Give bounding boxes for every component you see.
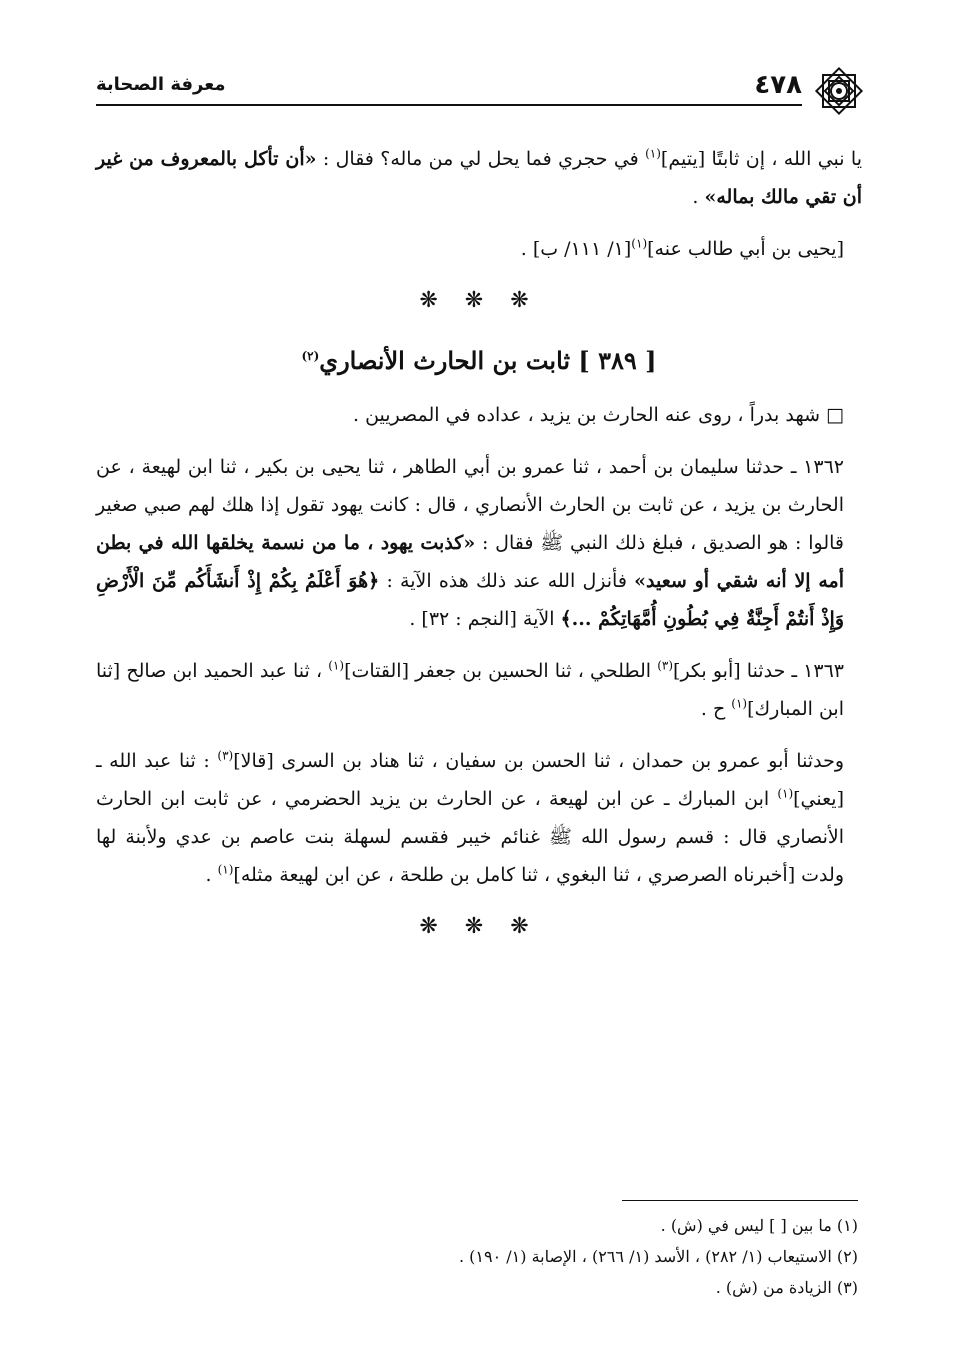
footnote-2: (٢) الاستيعاب (١/ ٢٨٢) ، الأسد (١/ ٢٦٦) ، الإصابة (١/ ١٩٠) .: [458, 1247, 858, 1266]
header-rule: [96, 104, 802, 106]
paragraph-5: ١٣٦٣ ـ حدثنا [أبو بكر]$^{(٣)}$ الطلحي ، ثنا الحسين بن جعفر [القتات]$^{(١)}$ ، ثنا عبد الحميد ابن صالح [ثنا ابن المبارك]$^{(١)}$ ح .: [96, 658, 844, 720]
page-body: [96, 140, 862, 968]
paragraph-3: □ شهد بدراً ، روى عنه الحارث بن يزيد ، عداده في المصريين .: [352, 404, 844, 426]
footnote-ref: (١): [645, 146, 661, 161]
footnote-ref: (١): [777, 786, 794, 801]
ornament-star-icon: [812, 64, 866, 118]
footnote-ref: (٢): [301, 349, 320, 363]
hadith-text: «أن تأكل بالمعروف من غير أن تقي مالك بماله»: [96, 148, 862, 208]
book-title: معرفة الصحابة: [96, 74, 226, 95]
footnote-3: (٣) الزيادة من (ش) .: [715, 1278, 858, 1297]
footnotes: [96, 1210, 858, 1303]
section-divider: ❋ ❋ ❋: [419, 288, 539, 313]
footnote-ref: (٣): [657, 658, 674, 673]
quran-verse: ﴿هُوَ أَعْلَمُ بِكُمْ إِذْ أَنشَأَكُم مِّنَ الْأَرْضِ وَإِذْ أَنتُمْ أَجِنَّةٌ فِي بُطُونِ أُمَّهَاتِكُمْ ...﴾: [96, 570, 844, 630]
paragraph-2: [يحيى بن أبي طالب عنه]$^{(١)}$[١/ ١١١/ ب] .: [520, 236, 844, 260]
page-number: ٤٧٨: [754, 70, 802, 100]
entry-title: [ ٣٨٩ ] ثابت بن الحارث الأنصاري$^{(٢)}$: [301, 346, 657, 375]
paragraph-4: ١٣٦٢ ـ حدثنا سليمان بن أحمد ، ثنا عمرو بن أبي الطاهر ، ثنا يحيى بن بكير ، ثنا ابن لهيعة ، عن الحارث بن يزيد ، عن ثابت بن الحارث الأنصاري ، قال : كانت يهود تقول إذا هلك لهم صبي صغير قالوا : هو الصديق ، فبلغ ذلك النبي ﷺ فقال : «كذبت يهود ، ما من نسمة يخلقها الله في بطن أمه إلا أنه شقي أو سعيد» فأنزل الله عند ذلك هذه الآية : ﴿هُوَ أَعْلَمُ بِكُمْ إِذْ أَنشَأَكُم مِّنَ الْأَرْضِ وَإِذْ أَنتُمْ أَجِنَّةٌ فِي بُطُونِ أُمَّهَاتِكُمْ ...﴾ الآية [النجم : ٣٢] .: [96, 456, 844, 630]
footnote-ref: (١): [328, 658, 345, 673]
hadith-text: «كذبت يهود ، ما من نسمة يخلقها الله في بطن أمه إلا أنه شقي أو سعيد»: [96, 532, 844, 592]
footnote-1: (١) ما بين [ ] ليس في (ش) .: [660, 1216, 858, 1235]
section-divider: ❋ ❋ ❋: [419, 914, 539, 939]
page-header: [96, 70, 866, 110]
paragraph-1: يا نبي الله ، إن ثابتًا [يتيم]$^{(١)}$ في حجري فما يحل لي من ماله؟ فقال : «أن تأكل بالمعروف من غير أن تقي مالك بماله» .: [96, 146, 862, 208]
footnote-ref: (١): [631, 236, 648, 251]
footnote-ref: (١): [731, 696, 748, 711]
footnote-rule: [622, 1200, 858, 1201]
footnote-ref: (١): [217, 862, 234, 877]
footnote-ref: (٣): [217, 748, 234, 763]
paragraph-6: وحدثنا أبو عمرو بن حمدان ، ثنا الحسن بن سفيان ، ثنا هناد بن السرى [قالا]$^{(٣)}$ : ثنا عبد الله ـ [يعني]$^{(١)}$ ابن المبارك ـ عن ابن لهيعة ، عن الحارث بن يزيد الحضرمي ، عن ثابت ابن الحارث الأنصاري قال : قسم رسول الله ﷺ غنائم خيبر فقسم لسهلة بنت عاصم بن عدي ولأبنة لها ولدت [أخبرناه الصرصري ، ثنا البغوي ، ثنا كامل بن طلحة ، عن ابن لهيعة مثله]$^{(١)}$ .: [96, 748, 844, 886]
